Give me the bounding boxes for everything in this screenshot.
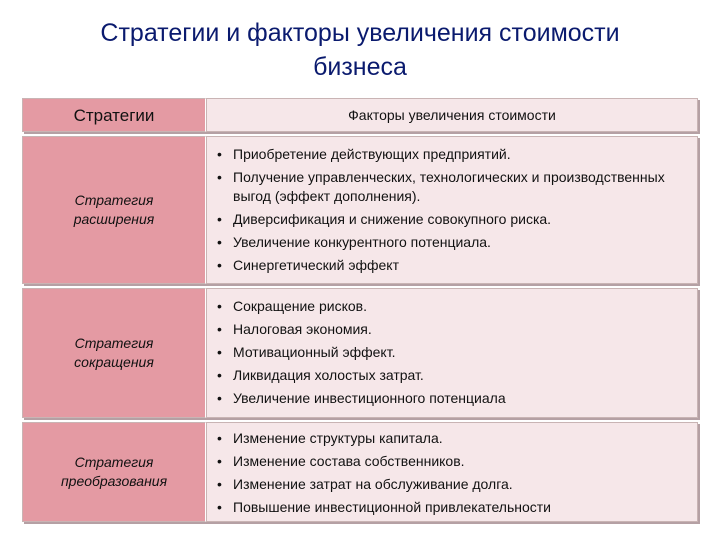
page-title: [0, 16, 720, 84]
list-item: • Ликвидация холостых затрат.: [217, 366, 687, 385]
strategy-label: Стратегия сокращения: [74, 335, 154, 370]
strategy-cell-transformation: [22, 422, 206, 522]
list-item: • Получение управленческих, технологических и производственных выгод (эффект дополнения).: [217, 168, 687, 206]
factors-cell-reduction: [206, 288, 698, 418]
factors-cell-transformation: [206, 422, 698, 522]
strategy-table: [22, 98, 698, 522]
list-item: • Изменение структуры капитала.: [217, 429, 687, 448]
strategy-cell-reduction: [22, 288, 206, 418]
list-item: • Синергетический эффект: [217, 256, 687, 275]
list-item: • Сокращение рисков.: [217, 297, 687, 316]
factor-list: [217, 297, 687, 412]
title-line-1: Стратегии и факторы увеличения стоимости: [100, 19, 620, 47]
header-factors: Факторы увеличения стоимости: [206, 98, 698, 132]
strategy-label: Стратегия расширения: [73, 192, 155, 227]
list-item: • Увеличение инвестиционного потенциала: [217, 389, 687, 408]
strategy-label: Стратегия преобразования: [60, 454, 168, 489]
factor-list: [217, 145, 687, 279]
list-item: • Мотивационный эффект.: [217, 343, 687, 362]
list-item: • Увеличение конкурентного потенциала.: [217, 233, 687, 252]
list-item: • Повышение инвестиционной привлекательности: [217, 498, 687, 517]
header-strategies: Стратегии: [22, 98, 206, 132]
list-item: • Диверсификация и снижение совокупного риска.: [217, 210, 687, 229]
strategy-cell-expansion: [22, 136, 206, 284]
list-item: • Изменение затрат на обслуживание долга.: [217, 475, 687, 494]
title-line-2: бизнеса: [313, 53, 407, 81]
factor-list: [217, 429, 687, 521]
list-item: • Приобретение действующих предприятий.: [217, 145, 687, 164]
list-item: • Изменение состава собственников.: [217, 452, 687, 471]
factors-cell-expansion: [206, 136, 698, 284]
list-item: • Налоговая экономия.: [217, 320, 687, 339]
